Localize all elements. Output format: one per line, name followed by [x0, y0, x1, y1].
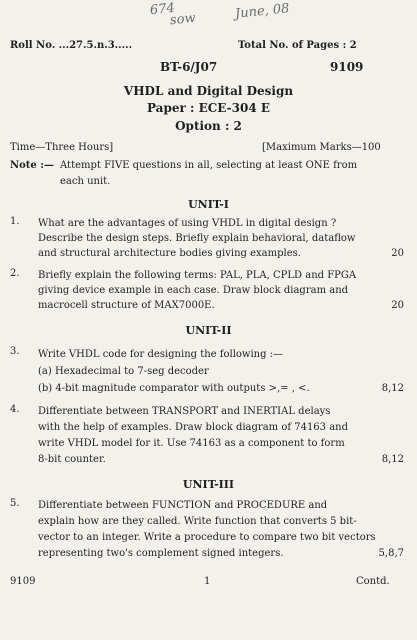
question-4	[38, 404, 404, 468]
handwritten-note: June, 08	[234, 1, 291, 22]
question-line: giving device example in each case. Draw block diagram and	[38, 285, 349, 296]
question-line: Describe the design steps. Briefly explain behavioral, dataflow	[38, 233, 356, 244]
paper-number: 9109	[330, 60, 364, 74]
question-line: Write VHDL code for designing the following :—	[38, 349, 284, 360]
question-number: 5.	[10, 498, 20, 509]
unit-heading: UNIT-I	[188, 198, 229, 211]
unit-heading: UNIT-II	[185, 324, 232, 337]
page-number: 1	[204, 576, 211, 587]
question-line: Differentiate between TRANSPORT and INERTIAL delays	[38, 406, 331, 417]
question-line: vector to an integer. Write a procedure to compare two bit vectors	[38, 532, 376, 543]
time: Time—Three Hours]	[10, 142, 114, 153]
total-pages: Total No. of Pages : 2	[238, 40, 357, 51]
question-3	[38, 346, 404, 397]
question-line: explain how are they called. Write function that converts 5 bit-	[38, 516, 357, 527]
question-line-with-marks	[38, 246, 404, 261]
question-number: 3.	[10, 346, 20, 357]
question-line: macrocell structure of MAX7000E.	[38, 300, 215, 311]
question-line: What are the advantages of using VHDL in digital design ?	[38, 218, 337, 229]
note-label: Note :—	[10, 160, 54, 171]
question-line: write VHDL model for it. Use 74163 as a component to form	[38, 438, 345, 449]
exam-code: BT-6/J07	[160, 60, 218, 74]
question-1	[38, 216, 404, 261]
continued-label: Contd.	[356, 576, 390, 587]
question-line: and structural architecture bodies giving examples.	[38, 248, 301, 259]
marks: 8,12	[381, 383, 404, 394]
question-line: (b) 4-bit magnitude comparator with outputs >,= , <.	[38, 383, 310, 394]
question-line: representing two's complement signed integers.	[38, 548, 284, 559]
handwritten-note: sow	[169, 10, 197, 29]
note-text: each unit.	[60, 176, 111, 187]
marks: 8,12	[381, 454, 404, 465]
max-marks: [Maximum Marks—100	[262, 142, 381, 153]
marks: 5,8,7	[378, 548, 404, 559]
question-line: (a) Hexadecimal to 7-seg decoder	[38, 366, 209, 377]
unit-heading: UNIT-III	[182, 478, 235, 491]
marks: 20	[391, 248, 404, 259]
footer-code: 9109	[10, 576, 36, 587]
marks: 20	[391, 300, 404, 311]
question-line-with-marks	[38, 452, 404, 468]
paper-title: VHDL and Digital Design	[123, 84, 294, 98]
question-line-with-marks	[38, 546, 404, 562]
question-line: 8-bit counter.	[38, 454, 106, 465]
option: Option : 2	[175, 119, 242, 133]
question-line: Differentiate between FUNCTION and PROCEDURE and	[38, 500, 328, 511]
note-text: Attempt FIVE questions in all, selecting at least ONE from	[60, 160, 358, 171]
question-line: with the help of examples. Draw block diagram of 74163 and	[38, 422, 349, 433]
question-number: 1.	[10, 216, 20, 227]
question-number: 2.	[10, 268, 20, 279]
paper-code: Paper : ECE-304 E	[146, 101, 271, 115]
question-number: 4.	[10, 404, 20, 415]
question-line-with-marks	[38, 298, 404, 313]
handwritten-note: 674	[149, 0, 176, 19]
question-line-with-marks	[38, 380, 404, 397]
roll-number: Roll No. ...27.5.n.3.....	[10, 40, 133, 51]
question-5	[38, 498, 404, 562]
question-line: Briefly explain the following terms: PAL, PLA, CPLD and FPGA	[38, 270, 357, 281]
question-2	[38, 268, 404, 313]
